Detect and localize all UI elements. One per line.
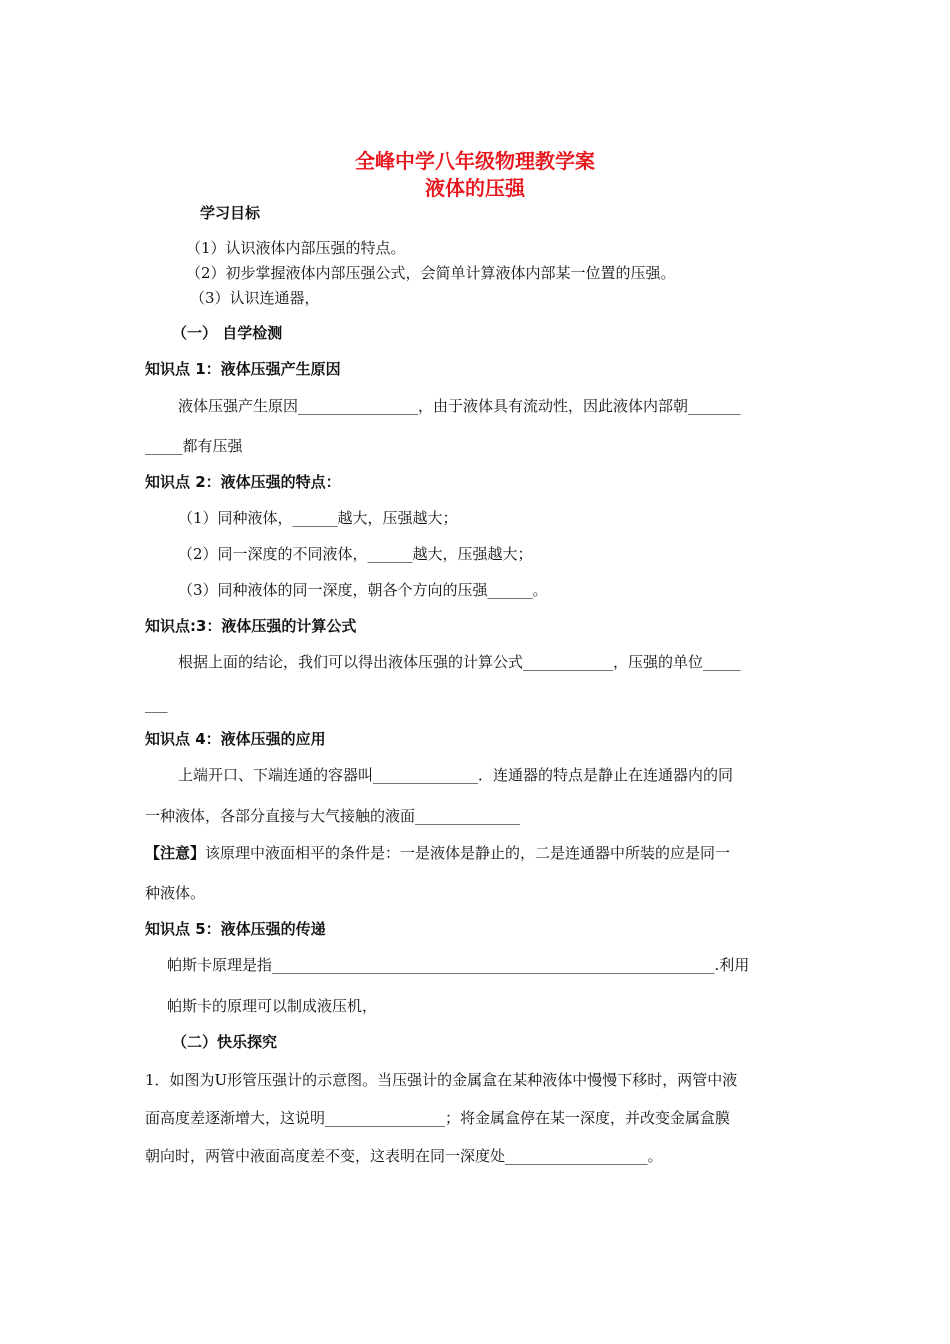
kp5-line-2: 帕斯卡的原理可以制成液压机，	[167, 997, 378, 1015]
kp2-heading: 知识点 2：液体压强的特点：	[145, 473, 341, 491]
kp3-line-2: ___	[145, 695, 168, 713]
kp3-heading: 知识点:3：液体压强的计算公式	[145, 617, 357, 635]
kp2-item-3: （3）同种液体的同一深度，朝各个方向的压强______。	[178, 581, 548, 599]
kp5-line-1: 帕斯卡原理是指___________________________________________________________.利用	[167, 956, 750, 974]
question-1-line-3: 朝向时，两管中液面高度差不变，这表明在同一深度处___________________。	[145, 1147, 663, 1165]
objectives-heading: 学习目标	[200, 204, 261, 222]
question-1-line-2: 面高度差逐渐增大，这说明________________；将金属盒停在某一深度，并改变金属盒膜	[145, 1109, 731, 1127]
section-self-test-heading: （一） 自学检测	[172, 324, 283, 342]
kp4-line-2: 一种液体，各部分直接与大气接触的液面______________	[145, 807, 521, 825]
kp1-line-1: 液体压强产生原因________________，由于液体具有流动性，因此液体内部朝_______	[178, 397, 741, 415]
kp2-item-1: （1）同种液体，______越大，压强越大；	[178, 509, 458, 527]
kp4-note	[145, 843, 730, 863]
kp5-heading: 知识点 5：液体压强的传递	[145, 920, 326, 938]
question-1-line-1: 1．如图为U形管压强计的示意图。当压强计的金属盒在某种液体中慢慢下移时，两管中液	[145, 1071, 738, 1089]
document-subtitle: 液体的压强	[425, 176, 525, 200]
section-explore-heading: （二）快乐探究	[172, 1033, 278, 1051]
document-title: 全峰中学八年级物理教学案	[355, 149, 595, 173]
note-text: 该原理中液面相平的条件是：一是液体是静止的，二是连通器中所装的应是同一	[205, 844, 731, 862]
kp4-line-1: 上端开口、下端连通的容器叫______________．连通器的特点是静止在连通器内的同	[178, 766, 734, 784]
objective-item-3: （3）认识连通器，	[190, 289, 320, 307]
kp1-line-2: _____都有压强	[145, 437, 243, 455]
objective-item-1: （1）认识液体内部压强的特点。	[186, 239, 406, 257]
kp4-heading: 知识点 4：液体压强的应用	[145, 730, 326, 748]
kp2-item-2: （2）同一深度的不同液体，______越大，压强越大；	[178, 545, 533, 563]
kp3-line-1: 根据上面的结论，我们可以得出液体压强的计算公式____________，压强的单位_____	[178, 653, 741, 671]
note-label: 【注意】	[145, 844, 206, 862]
kp4-note-line-2: 种液体。	[145, 884, 206, 902]
kp1-heading: 知识点 1：液体压强产生原因	[145, 360, 341, 378]
objective-item-2: （2）初步掌握液体内部压强公式，会简单计算液体内部某一位置的压强。	[186, 264, 676, 282]
